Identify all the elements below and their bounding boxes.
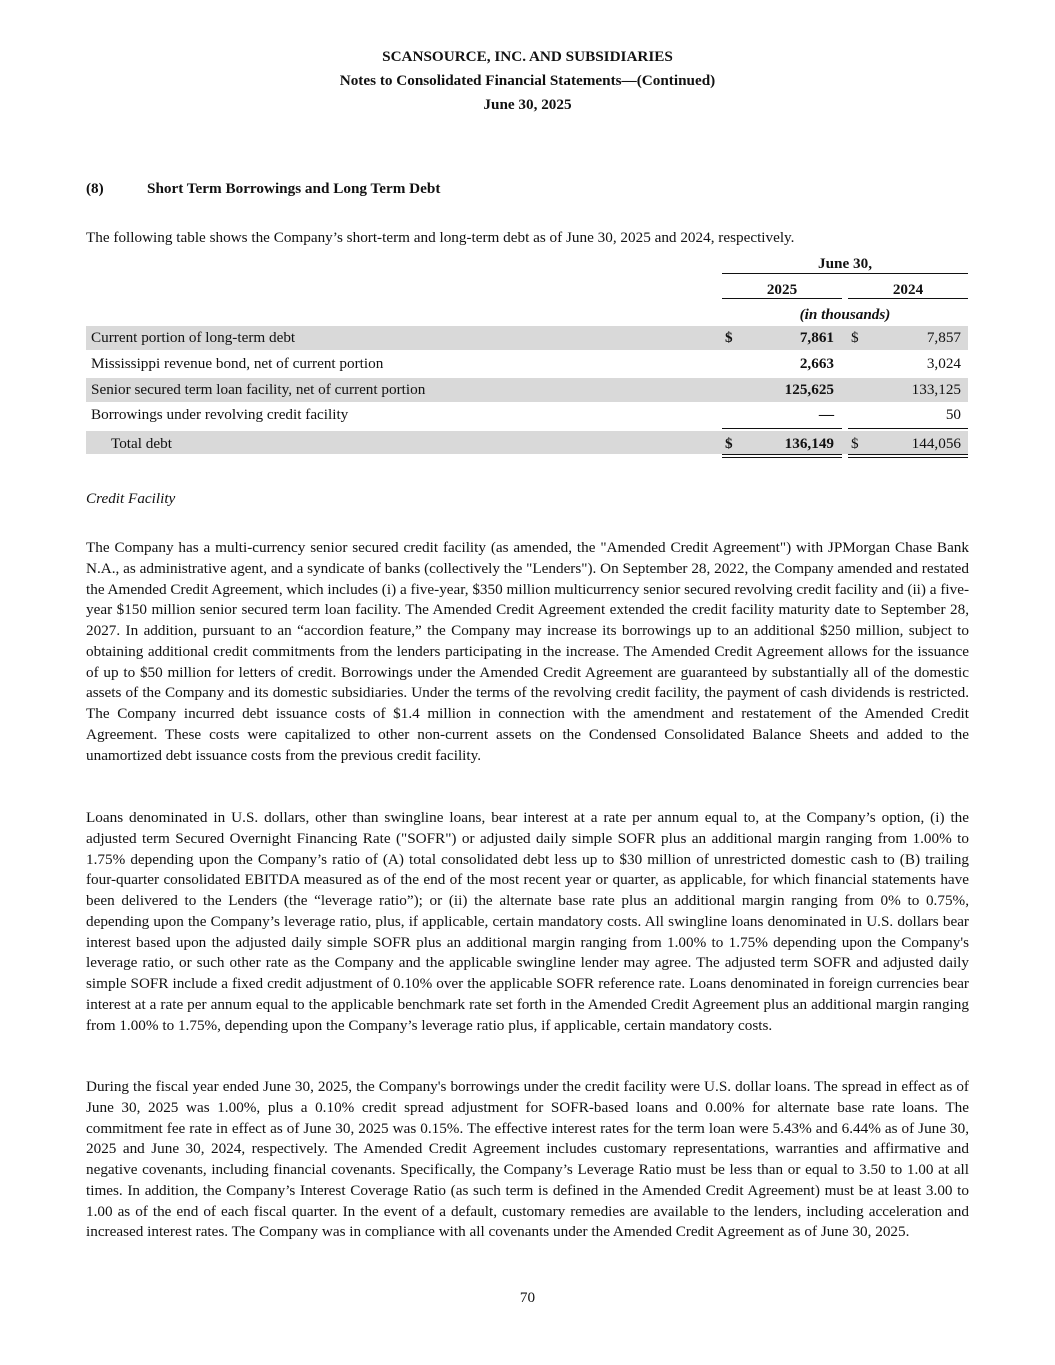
- value-2025: 7,861: [799, 329, 834, 346]
- value-2025: 125,625: [784, 381, 834, 398]
- page-number: 70: [519, 1289, 536, 1306]
- paragraph-interest-rates: Loans denominated in U.S. dollars, other than swingline loans, bear interest at a rate per annum equal to, at the Company’s option, (i) the adjusted term Secured Overnight Financing Rate ("SOFR") or adjusted daily simple SOFR plus an additional margin ranging from 1.00% to 1.75% depending upon the Company’s ratio of (A) total consolidated debt less up to $30 million of unrestricted domestic cash to (B) trailing four-quarter consolidated EBITDA measured as of the end of the most recent year or quarter, as applicable, for which financial statements have been delivered to the Lenders (the “leverage ratio”); or (ii) the alternate base rate plus an additional margin ranging from 0% to 0.75%, depending upon the Company’s leverage ratio, plus, if applicable, certain mandatory costs. All swingline loans denominated in U.S. dollars bear interest based upon the adjusted daily simple SOFR plus an additional margin ranging from 1.00% to 1.75% depending upon the Company's leverage ratio, or such other rate as the Company and the applicable swingline lender may agree. The adjusted term SOFR and adjusted daily simple SOFR include a fixed credit adjustment of 0.10% over the applicable SOFR reference rate. Loans denominated in foreign currencies bear interest at a rate per annum equal to the applicable benchmark rate set forth in the Amended Credit Agreement plus an additional margin ranging from 1.00% to 1.75%, depending upon the Company’s leverage ratio plus, if applicable, certain mandatory costs.: [86, 809, 969, 1034]
- double-rule-2025-bottom: [722, 457, 842, 458]
- value-2024: 50: [945, 406, 961, 423]
- table-row: [86, 326, 968, 350]
- document-date: June 30, 2025: [483, 96, 572, 113]
- company-name: SCANSOURCE, INC. AND SUBSIDIARIES: [382, 48, 673, 65]
- column-rule-2025: [722, 298, 842, 299]
- total-value-2025: 136,149: [784, 435, 834, 452]
- table-row: [86, 352, 968, 376]
- credit-facility-subheading: Credit Facility: [86, 490, 176, 507]
- section-number: (8): [86, 180, 104, 197]
- total-label: Total debt: [111, 435, 172, 452]
- period-rule: [722, 273, 968, 274]
- subtotal-rule-2024: [848, 428, 968, 429]
- currency-2025: $: [725, 329, 733, 346]
- total-row: [86, 431, 968, 454]
- section-title: Short Term Borrowings and Long Term Debt: [147, 180, 441, 197]
- table-row: [86, 403, 968, 427]
- document-subtitle: Notes to Consolidated Financial Statements—(Continued): [339, 72, 716, 89]
- total-value-2024: 144,056: [911, 435, 961, 452]
- subtotal-rule-2025: [722, 428, 842, 429]
- section-heading: [86, 180, 440, 198]
- row-label: Current portion of long-term debt: [91, 329, 296, 346]
- double-rule-2024-bottom: [848, 457, 968, 458]
- double-rule-2025-top: [722, 454, 842, 455]
- double-rule-2024-top: [848, 454, 968, 455]
- paragraph-covenants: During the fiscal year ended June 30, 2025, the Company's borrowings under the credit facility were U.S. dollar loans. The spread in effect as of June 30, 2025 was 1.00%, plus a 0.10% credit spread adjustment for SOFR-based loans and 0.00% for alternate base rate loans. The commitment fee rate in effect as of June 30, 2025 was 0.15%. The effective interest rates for the term loan were 5.43% and 6.44% as of June 30, 2025 and June 30, 2024, respectively. The Amended Credit Agreement includes customary representations, warranties and affirmative and negative covenants, including financial covenants. Specifically, the Company’s Leverage Ratio must be less than or equal to 3.50 to 1.00 at all times. In addition, the Company’s Interest Coverage Ratio (as such term is defined in the Amended Credit Agreement) must be at least 3.00 to 1.00 as of the end of each fiscal quarter. In the event of a default, customary remedies are available to the lenders, including acceleration and increased interest rates. The Company was in compliance with all covenants under the Amended Credit Agreement as of June 30, 2025.: [86, 1078, 969, 1241]
- row-label: Senior secured term loan facility, net of current portion: [91, 381, 426, 398]
- currency-2024: $: [851, 329, 859, 346]
- currency-2025: $: [725, 435, 733, 452]
- column-header-2025: 2025: [766, 281, 798, 298]
- currency-2024: $: [851, 435, 859, 452]
- row-label: Mississippi revenue bond, net of current portion: [91, 355, 384, 372]
- row-label: Borrowings under revolving credit facility: [91, 406, 349, 423]
- value-2025: 2,663: [799, 355, 834, 372]
- value-2024: 133,125: [911, 381, 961, 398]
- paragraph-credit-facility: The Company has a multi-currency senior secured credit facility (as amended, the "Amended Credit Agreement") with JPMorgan Chase Bank N.A., as administrative agent, and a syndicate of banks (collectively the "Lenders"). On September 28, 2022, the Company amended and restated the Amended Credit Agreement, which includes (i) a five-year, $350 million multicurrency senior secured revolving credit facility and (ii) a five-year $150 million senior secured term loan facility. The Amended Credit Agreement extended the credit facility maturity date to September 28, 2027. In addition, pursuant to an “accordion feature,” the Company may increase its borrowings up to an additional $250 million, subject to obtaining additional credit commitments from the lenders participating in the increase. The Amended Credit Agreement allows for the issuance of up to $50 million for letters of credit. Borrowings under the Amended Credit Agreement are guaranteed by substantially all of the domestic assets of the Company and its domestic subsidiaries. Under the terms of the revolving credit facility, the payment of cash dividends is restricted. The Company incurred debt issuance costs of $1.4 million in connection with the amendment and restatement of the Amended Credit Agreement. These costs were capitalized to other non-current assets on the Condensed Consolidated Balance Sheets and added to the unamortized debt issuance costs from the previous credit facility.: [86, 539, 969, 764]
- value-2024: 7,857: [926, 329, 961, 346]
- value-2024: 3,024: [926, 355, 961, 372]
- value-2025: —: [818, 406, 834, 423]
- table-intro: The following table shows the Company’s short-term and long-term debt as of June 30, 2025 and 2024, respectively.: [86, 229, 795, 246]
- table-row: [86, 378, 968, 402]
- units-label: (in thousands): [799, 306, 891, 323]
- period-header: June 30,: [817, 255, 872, 272]
- column-rule-2024: [848, 298, 968, 299]
- column-header-2024: 2024: [892, 281, 924, 298]
